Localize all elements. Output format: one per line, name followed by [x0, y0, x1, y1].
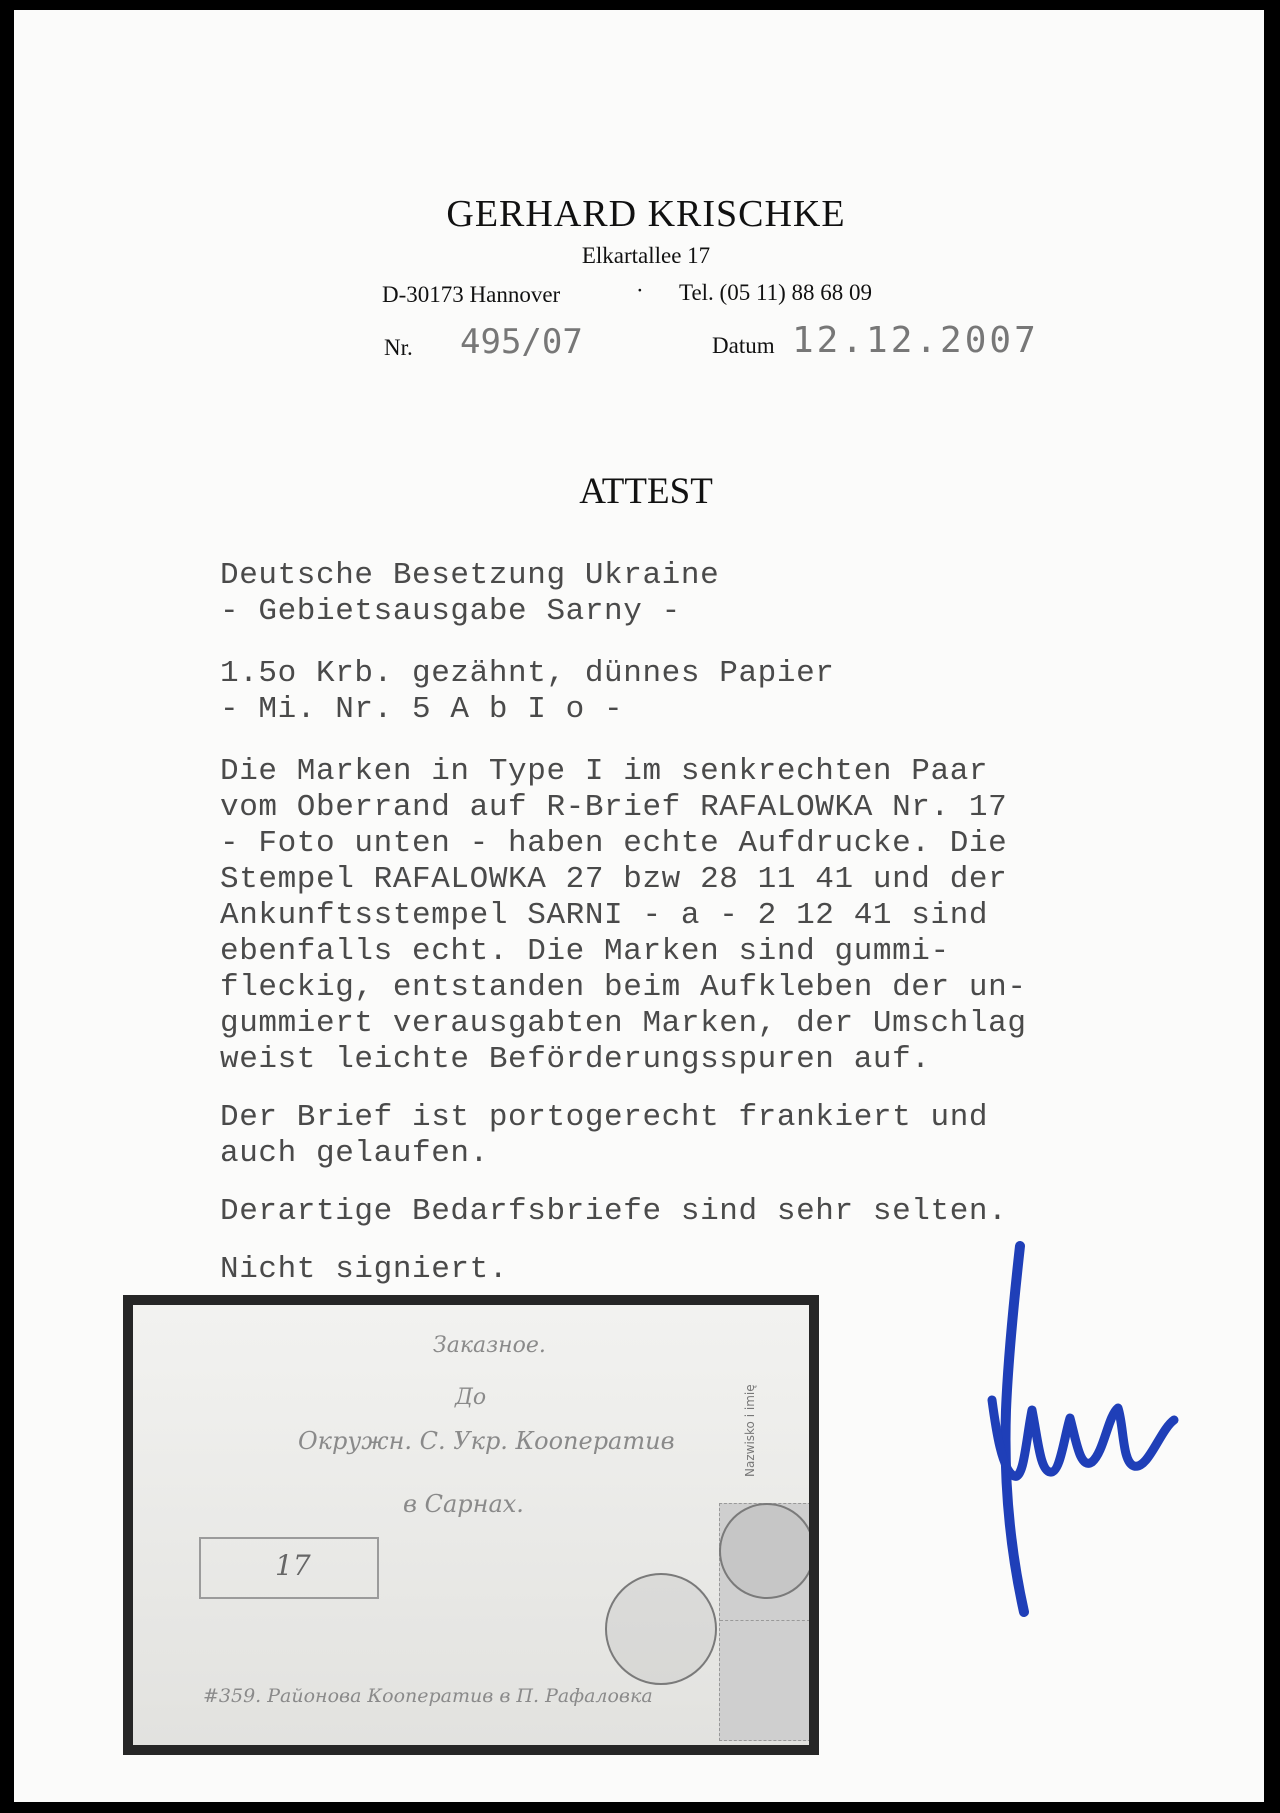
certificate-number: 495/07 [460, 322, 583, 362]
expert-signature [984, 1240, 1194, 1620]
side-label: Nazwisko i imię [743, 1384, 757, 1477]
stamp-line: - Mi. Nr. 5 A b I o - [220, 692, 624, 727]
cover-photo [123, 1295, 819, 1755]
certificate-number-label: Nr. [384, 335, 413, 360]
envelope [133, 1305, 809, 1745]
rarity-line: Derartige Bedarfsbriefe sind sehr selten. [220, 1194, 1008, 1229]
arrival-postmark [605, 1573, 717, 1685]
address-separator: · [636, 278, 644, 303]
certificate-date: 12.12.2007 [792, 320, 1039, 361]
description-line: weist leichte Beförderungsspuren auf. [220, 1042, 931, 1077]
expert-city: D-30173 Hannover [382, 282, 561, 307]
addressee-prefix: До [455, 1385, 487, 1410]
registration-label [199, 1537, 379, 1599]
certificate-title: ATTEST [579, 471, 713, 512]
description-line: Die Marken in Type I im senkrechten Paar [220, 754, 989, 789]
description-line: vom Oberrand auf R-Brief RAFALOWKA Nr. 17 [220, 790, 1008, 825]
description-line: gummiert verausgabten Marken, der Umschlag [220, 1006, 1027, 1041]
area-line: Deutsche Besetzung Ukraine [220, 558, 720, 593]
description-line: ebenfalls echt. Die Marken sind gummi- [220, 934, 950, 969]
postage-line: auch gelaufen. [220, 1136, 489, 1171]
description-line: Ankunftsstempel SARNI - a - 2 12 41 sind [220, 898, 989, 933]
signed-line: Nicht signiert. [220, 1252, 509, 1287]
certificate-date-label: Datum [712, 333, 775, 358]
addressee-name: Окружн. С. Укр. Кооператив [298, 1427, 675, 1455]
description-line: - Foto unten - haben echte Aufdrucke. Die [220, 826, 1008, 861]
stamp-line: 1.5o Krb. gezähnt, dünnes Papier [220, 656, 835, 691]
expert-street: Elkartallee 17 [581, 243, 711, 268]
registered-note: Заказное. [433, 1333, 546, 1358]
rafalowka-postmark [719, 1503, 815, 1599]
description-line: Stempel RAFALOWKA 27 bzw 28 11 41 und der [220, 862, 1008, 897]
destination: в Сарнах. [403, 1490, 524, 1518]
certificate-body [220, 558, 1200, 1288]
expert-name: GERHARD KRISCHKE [446, 193, 846, 235]
area-line: - Gebietsausgabe Sarny - [220, 594, 681, 629]
description-line: fleckig, entstanden beim Aufkleben der un- [220, 970, 1027, 1005]
registration-number: 17 [275, 1549, 311, 1582]
expert-phone: Tel. (05 11) 88 68 09 [679, 280, 873, 305]
certificate-sheet [14, 10, 1264, 1802]
postage-line: Der Brief ist portogerecht frankiert und [220, 1100, 989, 1135]
sender-address: #359. Районова Кооператив в П. Рафаловка [203, 1685, 653, 1707]
